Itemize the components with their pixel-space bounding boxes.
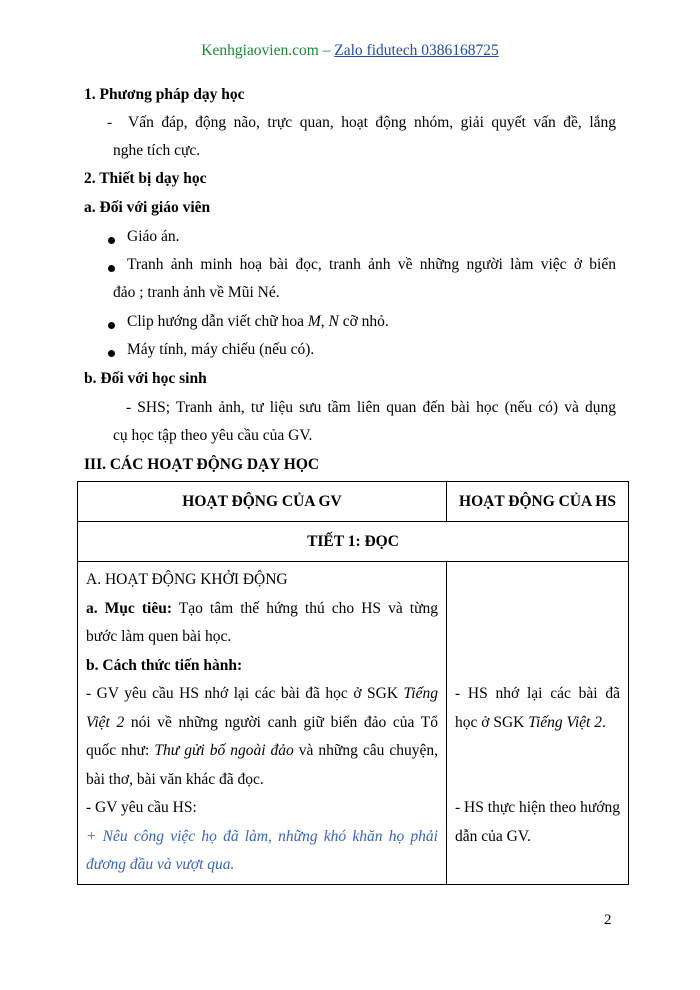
section1-title: 1. Phương pháp dạy học — [84, 86, 245, 103]
col-header-gv: HOẠT ĐỘNG CỦA GV — [78, 482, 447, 522]
activity-heading: A. HOẠT ĐỘNG KHỞI ĐỘNG — [86, 571, 288, 588]
activities-table — [77, 481, 629, 885]
section1-line1: Vấn đáp, động não, trực quan, hoạt động nhóm, giải quyết vấn đề, lắng — [128, 114, 616, 131]
hs-step-2: - HS thực hiện theo hướng dẫn của GV. — [455, 799, 620, 845]
student-line-2: cụ học tập theo yêu cầu của GV. — [113, 427, 313, 444]
method-label: b. Cách thức tiến hành: — [86, 656, 243, 674]
goal-paragraph: a. Mục tiêu: Tạo tâm thế hứng thú cho HS và từng bước làm quen bài học. — [86, 599, 438, 645]
teacher-title: a. Đối với giáo viên — [84, 199, 211, 216]
hs-cell — [447, 562, 629, 885]
teacher-item-1: Giáo án. — [127, 228, 180, 245]
col-header-hs: HOẠT ĐỘNG CỦA HS — [447, 482, 629, 522]
section1-line2: nghe tích cực. — [113, 142, 201, 159]
page-header — [0, 42, 700, 60]
student-line-1: - SHS; Tranh ảnh, tư liệu sưu tầm liên quan đến bài học (nếu có) và dụng — [126, 399, 616, 416]
gv-cell — [78, 562, 447, 885]
gv-step-2: - GV yêu cầu HS: — [86, 799, 197, 816]
bullet-icon — [108, 237, 115, 244]
teacher-item-clip: Clip hướng dẫn viết chữ hoa M, N cỡ nhỏ. — [127, 313, 389, 330]
section1-dash: - — [107, 114, 113, 131]
teacher-item-4: Máy tính, máy chiếu (nếu có). — [127, 341, 315, 358]
bullet-icon — [108, 322, 115, 329]
tiet-header: TIẾT 1: ĐỌC — [78, 522, 629, 562]
student-title: b. Đối với học sinh — [84, 370, 207, 387]
header-separator: – — [318, 42, 335, 59]
teacher-item-2: Tranh ảnh minh hoạ bài đọc, tranh ảnh về những người làm việc ở biển — [127, 256, 616, 273]
teacher-item-2-cont: đảo ; tranh ảnh về Mũi Né. — [113, 284, 280, 301]
hs-step-1: - HS nhớ lại các bài đã học ở SGK Tiếng Việt 2. — [455, 685, 620, 731]
gv-step-1: - GV yêu cầu HS nhớ lại các bài đã học ở SGK Tiếng Việt 2 nói về những người canh giữ biển đảo của Tổ quốc như: Thư gửi bố ngoài đảo và những câu chuyện, bài thơ, bài văn khác đã đọc. — [86, 685, 438, 788]
contact-link[interactable]: Zalo fidutech 0386168725 — [334, 42, 499, 59]
site-name[interactable]: Kenhgiaovien.com — [201, 42, 319, 59]
bullet-icon — [108, 265, 115, 272]
gv-step-3: + Nêu công việc họ đã làm, những khó khăn họ phải đương đầu và vượt qua. — [86, 827, 438, 873]
page-number: 2 — [604, 912, 612, 928]
section2-title: 2. Thiết bị dạy học — [84, 170, 207, 187]
bullet-icon — [108, 350, 115, 357]
section3-title: III. CÁC HOẠT ĐỘNG DẠY HỌC — [84, 456, 320, 473]
